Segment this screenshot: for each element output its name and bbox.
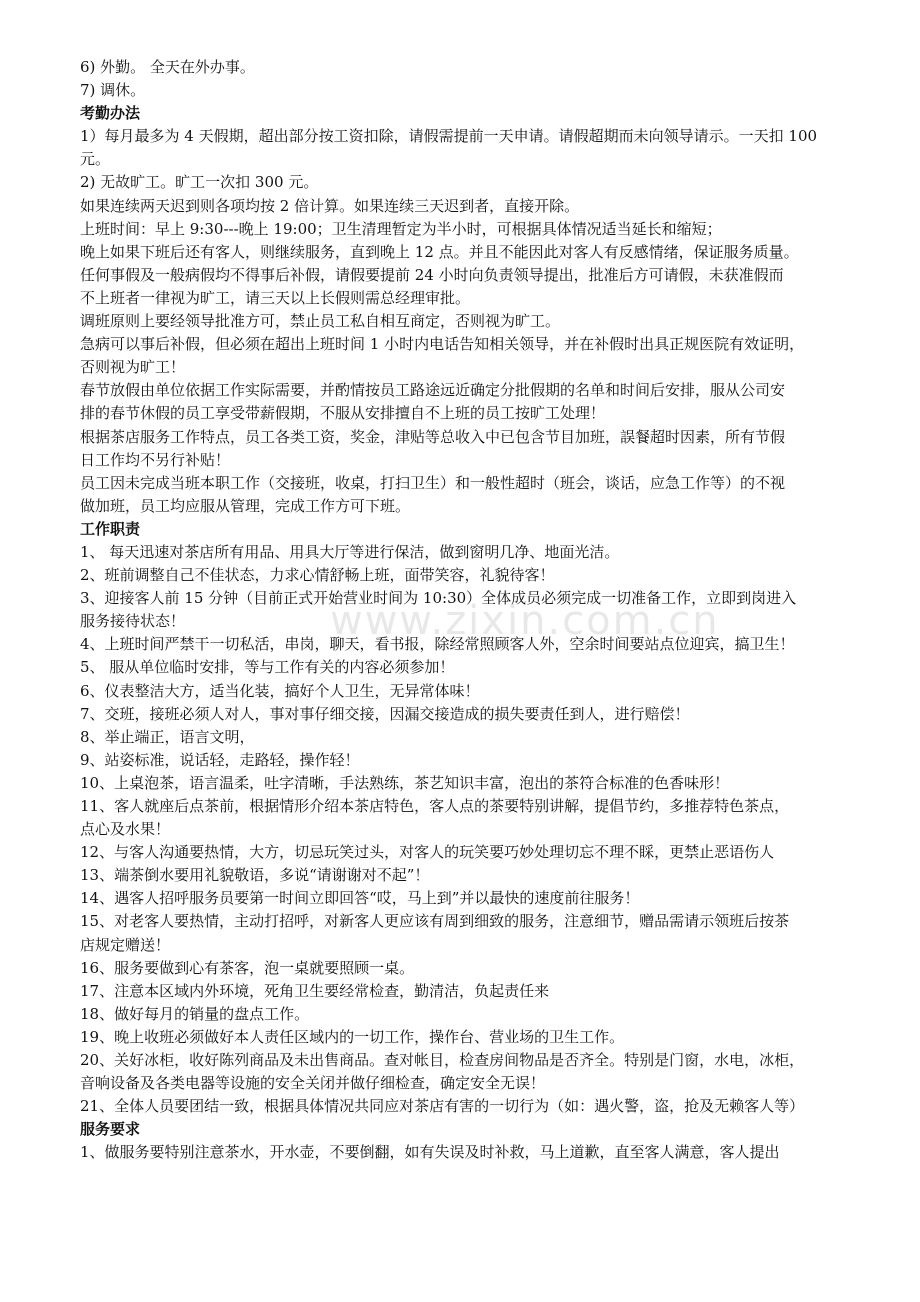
text-line: 音响设备及各类电器等设施的安全关闭并做仔细检查，确定安全无误！	[80, 1074, 546, 1093]
text-line: 14、遇客人招呼服务员要第一时间立即回答“哎，马上到”并以最快的速度前往服务！	[80, 889, 640, 908]
text-line: 2、班前调整自己不佳状态，力求心情舒畅上班，面带笑容，礼貌待客！	[80, 566, 555, 585]
text-line: 8、举止端正，语言文明，	[80, 727, 255, 746]
text-line: 13、端茶倒水要用礼貌敬语，多说“请谢谢对不起”！	[80, 866, 430, 885]
text-line: 员工因未完成当班本职工作（交接班，收桌，打扫卫生）和一般性超时（班会，谈话，应急工作等）的不视	[80, 473, 786, 492]
section-heading: 工作职责	[80, 519, 141, 538]
text-line: 7) 调休。	[80, 81, 146, 100]
text-line: 6) 外勤。 全天在外办事。	[80, 58, 255, 76]
text-line: 调班原则上要经领导批准方可，禁止员工私自相互商定，否则视为旷工。	[80, 312, 561, 331]
text-line: 根据茶店服务工作特点，员工各类工资，奖金，津贴等总收入中已包含节目加班，誤餐超时因素，所有节假	[80, 427, 786, 446]
text-line: 春节放假由单位依据工作实际需要，并酌情按员工路途远近确定分批假期的名单和时间后安排，服从公司安	[80, 381, 786, 400]
text-line: 5、 服从单位临时安排，等与工作有关的内容必须参加！	[80, 658, 455, 677]
text-line: 上班时间：早上 9:30---晚上 19:00；卫生清理暂定为半小时，可根据具体情况适当延长和缩短；	[80, 219, 722, 238]
section-heading: 服务要求	[80, 1120, 141, 1139]
text-line: 如果连续两天迟到则各项均按 2 倍计算。如果连续三天迟到者，直接开除。	[80, 196, 580, 215]
text-line: 排的春节休假的员工享受带薪假期，不服从安排擅自不上班的员工按旷工处理！	[80, 404, 606, 423]
text-line: 15、对老客人要热情，主动打招呼，对新客人更应该有周到细致的服务，注意细节，赠品需请示领班后按茶	[80, 912, 790, 931]
text-line: 1、 每天迅速对茶店所有用品、用具大厅等进行保洁，做到窗明几净、地面光洁。	[80, 542, 620, 561]
text-line: 点心及水果！	[80, 820, 171, 839]
text-line: 4、上班时间严禁干一切私活，串岗，聊天，看书报，除经常照顾客人外，空余时间要站点位迎宾，搞卫生！	[80, 635, 795, 654]
document-body	[80, 56, 842, 1165]
text-line: 17、注意本区域内外环境，死角卫生要经常检查，勤清洁，负起责任来	[80, 981, 550, 1000]
text-line: 7、交班，接班必须人对人，事对事仔细交接，因漏交接造成的损失要责任到人，进行赔偿！	[80, 704, 690, 723]
text-line: 3、迎接客人前 15 分钟（目前正式开始营业时间为 10:30）全体成员必须完成一切准备工作，立即到岗进入	[80, 589, 797, 608]
section-heading: 考勤办法	[80, 104, 141, 123]
text-line: 12、与客人沟通要热情，大方，切忌玩笑过头，对客人的玩笑要巧妙处理切忘不理不睬，更禁止恶语伤人	[80, 843, 775, 862]
text-line: 服务接待状态！	[80, 612, 186, 631]
text-line: 16、服务要做到心有茶客，泡一桌就要照顾一桌。	[80, 958, 415, 977]
text-line: 元。	[80, 150, 111, 169]
text-line: 19、晚上收班必须做好本人责任区域内的一切工作，操作台、营业场的卫生工作。	[80, 1027, 625, 1046]
text-line: 9、站姿标准，说话轻，走路轻，操作轻！	[80, 750, 360, 769]
text-line: 20、关好冰柜，收好陈列商品及未出售商品。查对帐目，检查房间物品是否齐全。特别是门窗，水电，冰柜，	[80, 1051, 805, 1070]
text-line: 日工作均不另行补贴！	[80, 450, 231, 469]
text-line: 1）每月最多为 4 天假期，超出部分按工资扣除，请假需提前一天申请。请假超期而未向领导请示。一天扣 100	[80, 127, 818, 146]
text-line: 11、客人就座后点茶前，根据情形介绍本茶店特色，客人点的茶要特别讲解，提倡节约，多推荐特色茶点，	[80, 797, 790, 815]
text-line: 不上班者一律视为旷工，请三天以上长假则需总经理审批。	[80, 288, 471, 307]
text-line: 1、做服务要特别注意茶水，开水壶，不要倒翻，如有失误及时补救，马上道歉，直至客人满意，客人提出	[80, 1143, 780, 1162]
text-line: 18、做好每月的销量的盘点工作。	[80, 1004, 310, 1023]
text-line: 晚上如果下班后还有客人，则继续服务，直到晚上 12 点。并且不能因此对客人有反感情绪，保证服务质量。	[80, 242, 799, 261]
text-line: 任何事假及一般病假均不得事后补假，请假要提前 24 小时向负责领导提出，批准后方可请假，未获准假而	[80, 265, 784, 284]
watermark: www.zixin.com.cn	[330, 598, 720, 644]
text-line: 做加班，员工均应服从管理，完成工作方可下班。	[80, 496, 411, 515]
text-line: 2) 无故旷工。旷工一次扣 300 元。	[80, 173, 319, 192]
text-line: 21、全体人员要团结一致，根据具体情况共同应对茶店有害的一切行为（如：遇火警，盗，抢及无赖客人等）	[80, 1097, 805, 1116]
text-line: 否则视为旷工！	[80, 358, 186, 377]
text-line: 店规定赠送！	[80, 935, 171, 954]
text-line: 10、上桌泡茶，语言温柔，吐字清晰，手法熟练，茶艺知识丰富，泡出的茶符合标准的色香味形！	[80, 773, 730, 792]
text-line: 急病可以事后补假，但必须在超出上班时间 1 小时内电话告知相关领导，并在补假时出具正规医院有效证明，	[80, 335, 805, 354]
text-line: 6、仪表整洁大方，适当化装，搞好个人卫生，无异常体味！	[80, 681, 480, 700]
